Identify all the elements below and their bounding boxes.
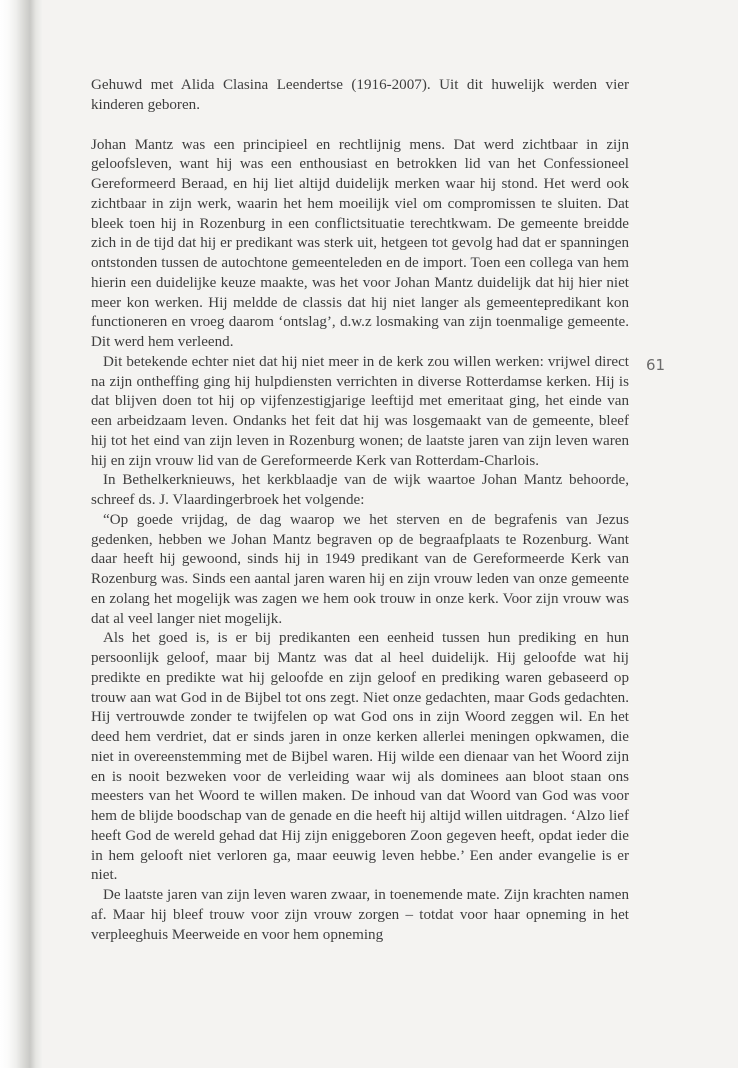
paragraph-character: Johan Mantz was een principieel en rechtlijnig mens. Dat werd zichtbaar in zijn geloofsleven, want hij was een enthousiast en betrokken lid van het Confessioneel Gereformeerd Beraad, en hij liet altijd duidelijk merken waar hij stond. Het werd ook zichtbaar in zijn werk, waarin het hem moeilijk viel om compromissen te sluiten. Dat bleek toen hij in Rozenburg in een conflictsituatie terechtkwam. De gemeente breidde zich in de tijd dat hij er predikant was sterk uit, hetgeen tot gevolg had dat er spanningen ontstonden tussen de autochtone gemeenteleden en de import. Toen een collega van hem hierin een duidelijke keuze maakte, was het voor Johan Mantz duidelijk dat hij hier niet meer kon werken. Hij meldde de classis dat hij niet langer als gemeentepredikant kon functioneren en vroeg daarom ‘ontslag’, d.w.z losmaking van zijn toenmalige gemeente. Dit werd hem verleend. xyxy=(91,136,629,350)
paragraph-last-years: De laatste jaren van zijn leven waren zwaar, in toenemende mate. Zijn krachten namen af. Maar hij bleef trouw voor zijn vrouw zorgen – totdat voor haar opneming in het verpleeghuis Meerweide en voor hem opneming xyxy=(91,887,629,943)
page-number: 61 xyxy=(646,356,666,374)
paragraph-marriage: Gehuwd met Alida Clasina Leendertse (1916-2007). Uit dit huwelijk werden vier kinderen geboren. xyxy=(91,77,629,113)
paragraph-bethelkerknieuws: In Bethelkerknieuws, het kerkblaadje van de wijk waartoe Johan Mantz behoorde, schreef ds. J. Vlaardingerbroek het volgende: xyxy=(91,472,629,508)
paragraph-quote-preaching: Als het goed is, is er bij predikanten een eenheid tussen hun prediking en hun persoonlijk geloof, maar bij Mantz was dat al heel duidelijk. Hij geloofde wat hij predikte en predikte wat hij geloofde en zijn geloof en prediking waren gebaseerd op trouw aan wat God in de Bijbel tot ons zegt. Niet onze gedachten, maar Gods gedachten. Hij vertrouwde zonder te twijfelen op wat God ons in zijn Woord zeggen wil. En het deed hem verdriet, dat er sinds jaren in onze kerken allerlei meningen opkwamen, die niet in overeenstemming met de Bijbel waren. Hij wilde een dienaar van het Woord zijn en is nooit bezweken voor de verleiding waar wij als dominees aan bloot staan ons meesters van het Woord te willen maken. De inhoud van dat Woord van God was voor hem de blijde boodschap van de genade en die heeft hij altijd willen uitdragen. ‘Alzo lief heeft God de wereld gehad dat Hij zijn eniggeboren Zoon gegeven heeft, opdat ieder die in hem gelooft niet verloren ga, maar eeuwig leven hebbe.’ Een ander evangelie is er niet. xyxy=(91,630,629,884)
page-edge-shadow xyxy=(0,0,42,1068)
paragraph-quote-burial: “Op goede vrijdag, de dag waarop we het sterven en de begrafenis van Jezus gedenken, hebben we Johan Mantz begraven op de begraafplaats te Rozenburg. Want daar heeft hij gewoond, sinds hij in 1949 predikant van de Gereformeerde Kerk van Rozenburg was. Sinds een aantal jaren waren hij en zijn vrouw leden van onze gemeente en zolang het mogelijk was zagen we hem ook trouw in onze kerk. Voor zijn vrouw was dat al veel langer niet mogelijk. xyxy=(91,511,629,627)
body-text xyxy=(91,76,629,945)
paragraph-continued-work: Dit betekende echter niet dat hij niet meer in de kerk zou willen werken: vrijwel direct na zijn ontheffing ging hij hulpdiensten verrichten in diverse Rotterdamse kerken. Hij is dat blijven doen tot hij op vijfenzestigjarige leeftijd met emeritaat ging, het einde van een arbeidzaam leven. Ondanks het feit dat hij was losgemaakt van de gemeente, bleef hij tot het eind van zijn leven in Rozenburg wonen; de laatste jaren van zijn leven waren hij en zijn vrouw lid van de Gereformeerde Kerk van Rotterdam-Charlois. xyxy=(91,353,629,469)
